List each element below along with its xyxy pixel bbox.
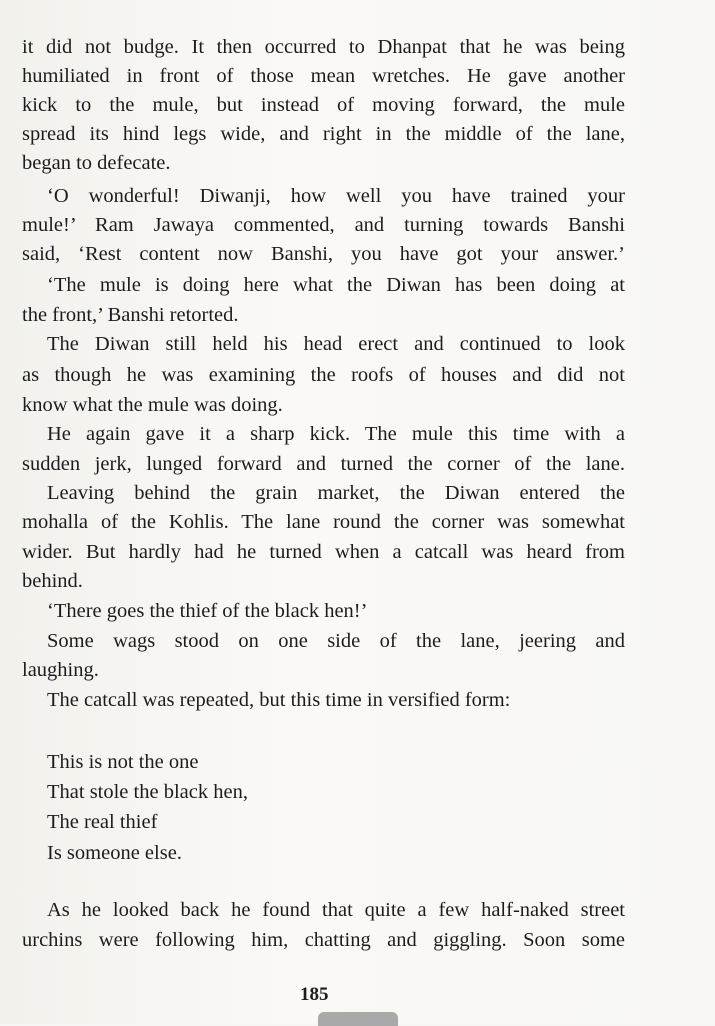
text-line: mule!’ Ram Jawaya commented, and turning towards Banshi (22, 214, 625, 236)
text-line: urchins were following him, chatting and giggling. Soon some (22, 929, 625, 951)
text-line: ‘O wonderful! Diwanji, how well you have trained your (47, 185, 625, 207)
text-line: the front,’ Banshi retorted. (22, 304, 239, 326)
text-line: That stole the black hen, (47, 781, 248, 803)
text-line: began to defecate. (22, 152, 171, 174)
text-line: wider. But hardly had he turned when a catcall was heard from (22, 541, 625, 563)
text-line: He again gave it a sharp kick. The mule this time with a (47, 423, 625, 445)
text-line: behind. (22, 570, 83, 592)
text-line: The Diwan still held his head erect and continued to look (47, 333, 625, 355)
text-line: This is not the one (47, 751, 199, 773)
text-line: kick to the mule, but instead of moving forward, the mule (22, 94, 625, 116)
text-line: Is someone else. (47, 842, 182, 864)
text-line: humiliated in front of those mean wretches. He gave another (22, 65, 625, 87)
text-line: ‘The mule is doing here what the Diwan has been doing at (47, 274, 625, 296)
text-line: as though he was examining the roofs of houses and did not (22, 364, 625, 386)
text-line: know what the mule was doing. (22, 394, 283, 416)
text-line: it did not budge. It then occurred to Dhanpat that he was being (22, 36, 625, 58)
text-line: sudden jerk, lunged forward and turned the corner of the lane. (22, 453, 625, 475)
text-line: laughing. (22, 659, 99, 681)
text-line: The catcall was repeated, but this time in versified form: (47, 689, 511, 711)
text-line: said, ‘Rest content now Banshi, you have got your answer.’ (22, 243, 625, 265)
text-line: ‘There goes the thief of the black hen!’ (47, 600, 368, 622)
text-line: Some wags stood on one side of the lane, jeering and (47, 630, 625, 652)
text-line: The real thief (47, 811, 158, 833)
text-line: As he looked back he found that quite a few half-naked street (47, 899, 625, 921)
text-line: mohalla of the Kohlis. The lane round the corner was somewhat (22, 511, 625, 533)
text-line: spread its hind legs wide, and right in the middle of the lane, (22, 123, 625, 145)
page-number: 185 (300, 984, 329, 1005)
text-line: Leaving behind the grain market, the Diwan entered the (47, 482, 625, 504)
